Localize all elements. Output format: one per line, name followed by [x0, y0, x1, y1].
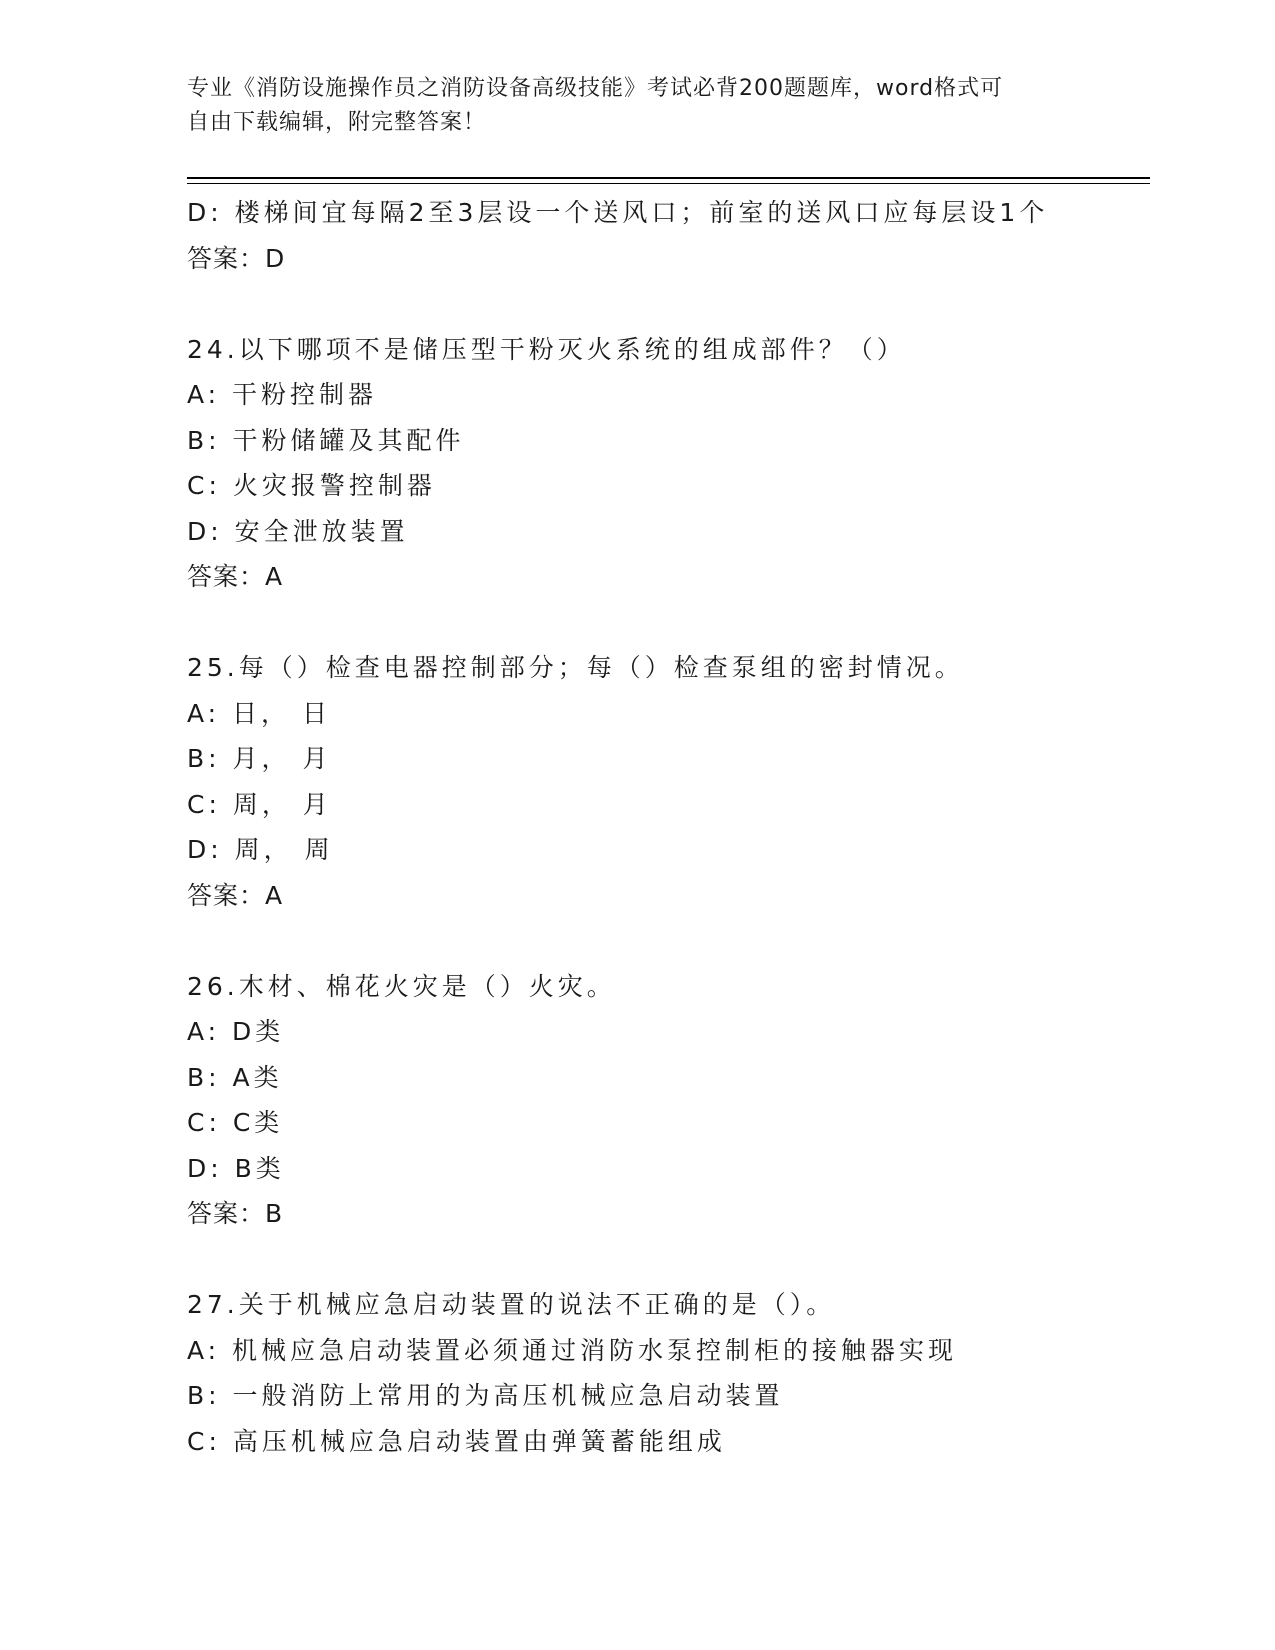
option-a: A: 机械应急启动装置必须通过消防水泵控制柜的接触器实现 — [187, 1335, 958, 1365]
question-25 — [187, 645, 1127, 918]
option-b: B: 一般消防上常用的为高压机械应急启动装置 — [187, 1381, 784, 1410]
spacer — [187, 918, 1127, 964]
question-list — [187, 190, 1127, 1464]
option-d: D: 楼梯间宜每隔2至3层设一个送风口；前室的送风口应每层设1个 — [187, 198, 1049, 227]
question-stem: 26.木材、棉花火灾是（）火灾。 — [187, 971, 616, 1001]
question-24 — [187, 327, 1127, 600]
question-stem: 24.以下哪项不是储压型干粉灭火系统的组成部件？（） — [187, 334, 906, 364]
header-title-line-1: 专业《消防设施操作员之消防设备高级技能》考试必背200题题库，word格式可 — [187, 76, 1004, 101]
question-27 — [187, 1282, 1127, 1464]
option-c: C: 火灾报警控制器 — [187, 471, 436, 500]
header-title-line-2: 自由下载编辑，附完整答案！ — [187, 110, 487, 135]
option-a: A: 日， 日 — [187, 698, 331, 728]
question-stem: 25.每（）检查电器控制部分；每（）检查泵组的密封情况。 — [187, 653, 964, 682]
option-c: C: 高压机械应急启动装置由弹簧蓄能组成 — [187, 1426, 726, 1456]
answer-line: 答案：A — [187, 880, 284, 910]
spacer — [187, 600, 1127, 646]
question-23-tail — [187, 190, 1127, 281]
option-d: D: B类 — [187, 1153, 285, 1183]
option-b: B: A类 — [187, 1062, 283, 1092]
option-a: A: 干粉控制器 — [187, 380, 378, 409]
answer-line: 答案：A — [187, 562, 284, 591]
header-divider-thick — [187, 177, 1150, 179]
option-a: A: D类 — [187, 1017, 285, 1046]
option-b: B: 干粉储罐及其配件 — [187, 425, 465, 455]
option-b: B: 月， 月 — [187, 744, 332, 773]
spacer — [187, 281, 1127, 327]
document-header — [187, 72, 1067, 140]
question-26 — [187, 964, 1127, 1237]
question-stem: 27.关于机械应急启动装置的说法不正确的是（）。 — [187, 1290, 836, 1319]
option-d: D: 周， 周 — [187, 835, 334, 864]
option-c: C: C类 — [187, 1108, 284, 1137]
option-d: D: 安全泄放装置 — [187, 516, 409, 546]
option-c: C: 周， 月 — [187, 789, 332, 819]
answer-line: 答案：D — [187, 243, 286, 273]
answer-line: 答案：B — [187, 1199, 284, 1228]
spacer — [187, 1237, 1127, 1283]
header-divider-thin — [187, 183, 1150, 184]
